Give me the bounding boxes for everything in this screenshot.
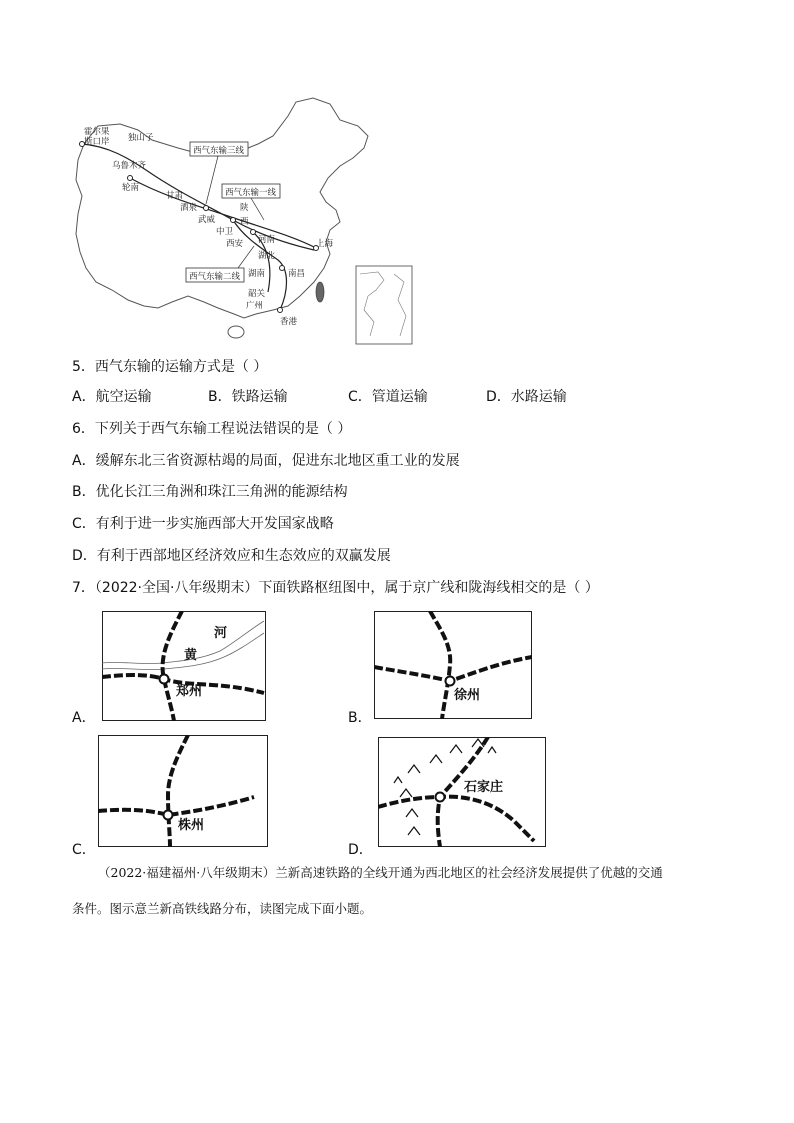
q6-option-d[interactable]: D．有利于西部地区经济效应和生态效应的双赢发展 <box>72 548 391 564</box>
label-lunnan: 轮南 <box>122 183 140 193</box>
south-china-sea-inset <box>356 266 412 344</box>
q7-diagram-d[interactable] <box>378 737 546 847</box>
q7-option-b-label[interactable]: B． <box>348 710 372 726</box>
label-hubei: 湖北 <box>258 251 276 261</box>
label-shaoguan: 韶关 <box>248 289 266 299</box>
label-wuwei: 武威 <box>198 215 216 225</box>
q7-option-a-label[interactable]: A． <box>72 710 96 726</box>
label-dushanzi: 独山子 <box>128 133 154 143</box>
label-gansu: 甘肃 <box>166 191 184 201</box>
q7-diagram-c[interactable] <box>98 735 268 847</box>
q5-option-d[interactable]: D．水路运输 <box>486 389 567 405</box>
box-line2: 西气东输二线 <box>189 272 241 282</box>
label-hunan: 湖南 <box>248 269 266 279</box>
diagram-a-river1: 河 <box>214 626 228 641</box>
q5-stem: 5．西气东输的运输方式是（ ） <box>72 359 268 375</box>
label-shanghai: 上海 <box>316 239 334 249</box>
q6-option-b[interactable]: B．优化长江三角洲和珠江三角洲的能源结构 <box>72 484 348 500</box>
label-jiuquan: 酒泉 <box>180 203 198 213</box>
label-horgos-1: 霍尔果 <box>84 127 110 137</box>
q6-stem: 6．下列关于西气东输工程说法错误的是（ ） <box>72 421 352 437</box>
label-nanchang: 南昌 <box>288 269 306 279</box>
label-urumqi: 乌鲁木齐 <box>112 161 147 171</box>
label-xian: 西安 <box>226 239 244 249</box>
q5-option-a[interactable]: A．航空运输 <box>72 389 152 405</box>
diagram-a-city: 郑州 <box>176 684 203 699</box>
label-henan: 河南 <box>258 235 276 245</box>
pipeline-map <box>68 96 428 352</box>
diagram-b-city: 徐州 <box>454 688 481 703</box>
q6-option-a[interactable]: A．缓解东北三省资源枯竭的局面，促进东北地区重工业的发展 <box>72 453 460 469</box>
q6-option-c[interactable]: C．有利于进一步实施西部大开发国家战略 <box>72 516 334 532</box>
passage-line2: 条件。图示意兰新高铁线路分布，读图完成下面小题。 <box>72 901 373 916</box>
diagram-d-city: 石家庄 <box>464 780 504 795</box>
q7-stem: 7．（2022·全国·八年级期末）下面铁路枢纽图中，属于京广线和陇海线相交的是（ ） <box>72 580 599 596</box>
diagram-a-river2: 黄 <box>184 648 198 663</box>
q7-option-c-label[interactable]: C． <box>72 842 96 858</box>
box-line3: 西气东输三线 <box>193 146 245 156</box>
passage-line1: （2022·福建福州·八年级期末）兰新高速铁路的全线开通为西北地区的社会经济发展提供了优越的交通 <box>98 865 663 880</box>
diagram-c-city: 株州 <box>178 818 205 833</box>
label-horgos-2: 斯口岸 <box>84 137 110 147</box>
label-shaan: 陕 <box>240 203 249 213</box>
label-hongkong: 香港 <box>280 317 298 327</box>
box-line1: 西气东输一线 <box>225 188 277 198</box>
label-guangzhou: 广州 <box>246 301 264 311</box>
q7-diagram-a[interactable] <box>102 611 266 721</box>
label-zhongwei: 中卫 <box>216 227 234 237</box>
q5-option-b[interactable]: B．铁路运输 <box>208 389 288 405</box>
label-xi: 西 <box>240 217 249 227</box>
q5-option-c[interactable]: C．管道运输 <box>348 389 428 405</box>
q7-option-d-label[interactable]: D． <box>348 842 373 858</box>
q7-diagram-b[interactable] <box>374 611 532 719</box>
china-outline <box>76 98 368 318</box>
